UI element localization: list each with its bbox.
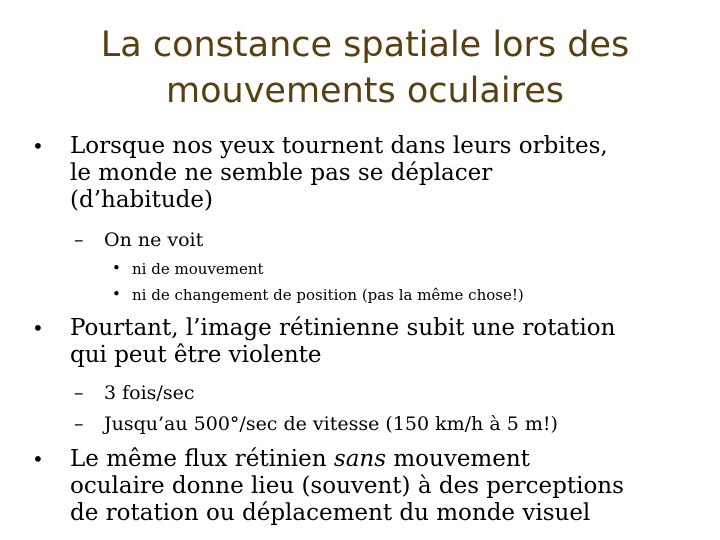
sub-sub-bullet-2 <box>112 284 692 306</box>
emphasis-sans: sans <box>333 446 387 472</box>
bullet-3-line-2: oculaire donne lieu (souvent) à des perceptions <box>70 473 624 499</box>
bullet-3-line-1 <box>70 446 692 473</box>
bullet-1-text <box>70 133 692 214</box>
bullet-marker: • <box>112 285 121 303</box>
slide-title-line-2: mouvements oculaires <box>166 71 564 111</box>
sub-bullet-text: 3 fois/sec <box>104 382 195 404</box>
dash-marker: – <box>74 229 84 251</box>
sub-bullet-3-fois <box>74 381 694 405</box>
bullet-1-line-1: Lorsque nos yeux tournent dans leurs orbites, <box>70 133 608 159</box>
bullet-3-text <box>70 446 692 527</box>
bullet-2-text <box>70 315 692 369</box>
bullet-2-line-2: qui peut être violente <box>70 342 322 368</box>
bullet-marker: • <box>32 134 44 158</box>
sub-bullet-text: On ne voit <box>104 229 204 251</box>
bullet-marker: • <box>112 259 121 277</box>
sub-bullet-vitesse <box>74 412 694 436</box>
bullet-marker: • <box>32 447 44 471</box>
bullet-3-line-1-start: Le même flux rétinien <box>70 446 334 472</box>
sub-sub-bullet-1 <box>112 258 692 280</box>
sub-sub-bullet-text: ni de mouvement <box>132 260 264 278</box>
dash-marker: – <box>74 382 84 404</box>
bullet-3-line-3: de rotation ou déplacement du monde visuel <box>70 500 591 526</box>
dash-marker: – <box>74 413 84 435</box>
slide-title-line-1: La constance spatiale lors des <box>100 25 630 65</box>
bullet-2 <box>32 315 692 369</box>
bullet-1-line-3: (d’habitude) <box>70 187 213 213</box>
bullet-2-line-1: Pourtant, l’image rétinienne subit une rotation <box>70 315 616 341</box>
bullet-1 <box>32 133 692 214</box>
bullet-3 <box>32 446 692 527</box>
bullet-3-line-1-end: mouvement <box>386 446 530 472</box>
bullet-marker: • <box>32 316 44 340</box>
sub-bullet-on-ne-voit <box>74 228 694 252</box>
sub-bullet-text: Jusqu’au 500°/sec de vitesse (150 km/h à 5 m!) <box>104 413 558 435</box>
bullet-1-line-2: le monde ne semble pas se déplacer <box>70 160 493 186</box>
sub-sub-bullet-text: ni de changement de position (pas la même chose!) <box>132 286 524 304</box>
